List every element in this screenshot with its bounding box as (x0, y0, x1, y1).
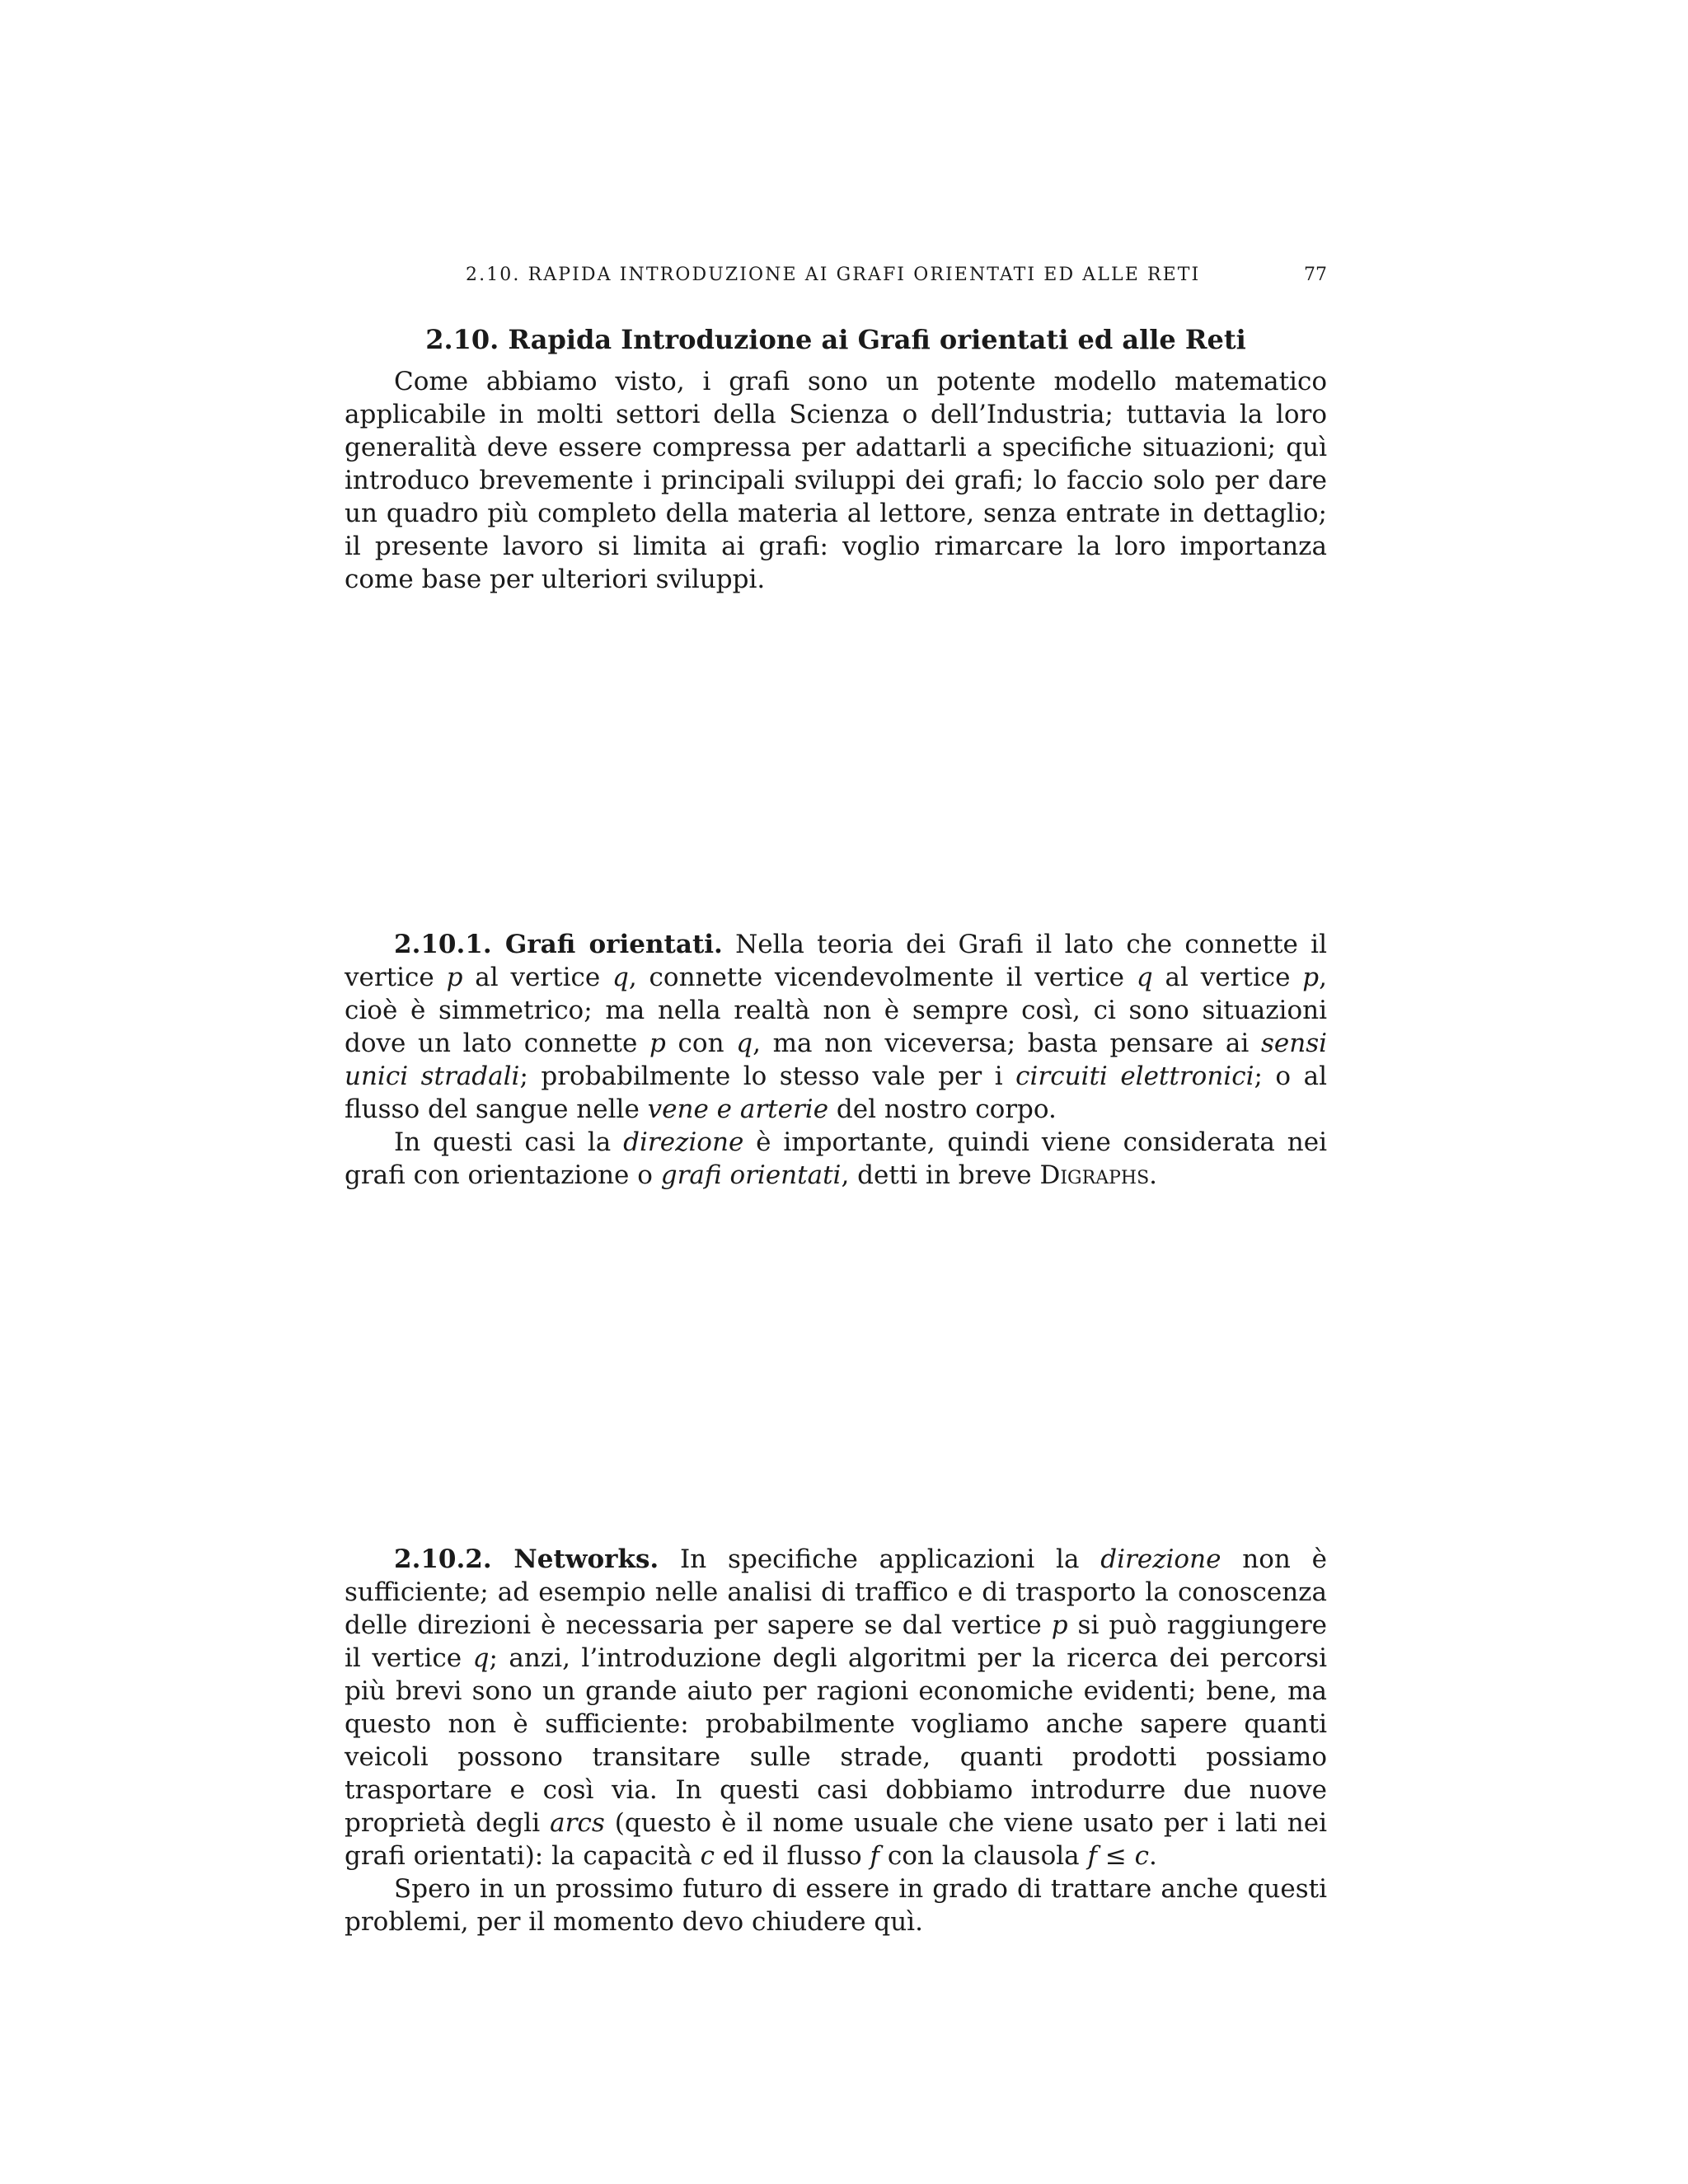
math-p: p (1302, 963, 1320, 992)
subsection1-heading: 2.10.1. Grafi orientati. (394, 930, 723, 959)
emphasis-sensi-unici: sensi unici stradali (345, 1029, 1328, 1091)
math-f: f (870, 1841, 879, 1871)
subsection1-paragraph2: In questi casi la direzione è importante, quindi viene considerata nei grafi con orientazione o grafi orientati, detti in breve Digraphs. (345, 1127, 1327, 1190)
subsection-networks (345, 1543, 1327, 1938)
subsection2-paragraph2: Spero in un prossimo futuro di essere in grado di trattare anche questi problemi, per il momento devo chiudere quì. (345, 1874, 1327, 1937)
section-title: 2.10. Rapida Introduzione ai Grafi orientati ed alle Reti (425, 324, 1246, 355)
emphasis-circuiti: circuiti elettronici (1015, 1062, 1254, 1091)
term-digraphs: Digraphs (1039, 1160, 1150, 1190)
math-p: p (649, 1029, 666, 1058)
subsection2-paragraph1: 2.10.2. Networks. In specifiche applicazioni la direzione non è sufficiente; ad esempio nelle analisi di traffico e di trasporto la conoscenza delle direzioni è necessaria per sapere se dal vertice p si può raggiungere il vertice q; anzi, l’introduzione degli algoritmi per la ricerca dei percorsi più brevi sono un grande aiuto per ragioni economiche evidenti; bene, ma questo non è sufficiente: probabilmente vogliamo anche sapere quanti veicoli possono transitare sulle strade, quanti prodotti possiamo trasportare e così via. In questi casi dobbiamo introdurre due nuove proprietà degli arcs (questo è il nome usuale che viene usato per i lati nei grafi orientati): la capacità c ed il flusso f con la clausola f ≤ c. (345, 1544, 1328, 1871)
emphasis-direzione: direzione (623, 1127, 744, 1157)
intro-paragraph: Come abbiamo visto, i grafi sono un potente modello matematico applicabile in molti settori della Scienza o dell’Industria; tuttavia la loro generalità deve essere compressa per adattarli a specifiche situazioni; quì introduco brevemente i principali sviluppi dei grafi; lo faccio solo per dare un quadro più completo della materia al lettore, senza entrate in dettaglio; il presente lavoro si limita ai grafi: voglio rimarcare la loro importanza come base per ulteriori sviluppi. (345, 367, 1327, 594)
math-c: c (700, 1841, 715, 1871)
emphasis-grafi-orientati: grafi orientati (660, 1160, 842, 1190)
math-q: q (1136, 963, 1153, 992)
math-q: q (472, 1643, 490, 1673)
math-p: p (1051, 1610, 1068, 1640)
emphasis-arcs: arcs (550, 1808, 605, 1838)
emphasis-vene-arterie: vene e arterie (647, 1094, 829, 1124)
running-header (466, 260, 1327, 290)
math-p: p (446, 963, 463, 992)
subsection1-paragraph1: 2.10.1. Grafi orientati. Nella teoria dei Grafi il lato che connette il vertice p al vertice q, connette vicendevolmente il vertice q al vertice p, cioè è simmetrico; ma nella realtà non è sempre così, ci sono situazioni dove un lato connette p con q, ma non viceversa; basta pensare ai sensi unici stradali; probabilmente lo stesso vale per i circuiti elettronici; o al flusso del sangue nelle vene e arterie del nostro corpo. (345, 930, 1328, 1124)
emphasis-direzione: direzione (1100, 1544, 1221, 1574)
intro-block (345, 365, 1327, 596)
running-title: 2.10. RAPIDA INTRODUZIONE AI GRAFI ORIENTATI ED ALLE RETI (466, 265, 1201, 285)
math-q: q (612, 963, 629, 992)
subsection-grafi-orientati (345, 928, 1327, 1192)
page-number: 77 (1304, 265, 1327, 285)
math-q: q (736, 1029, 753, 1058)
subsection2-heading: 2.10.2. Networks. (394, 1544, 659, 1574)
math-f-le-c: f ≤ c (1087, 1841, 1150, 1871)
